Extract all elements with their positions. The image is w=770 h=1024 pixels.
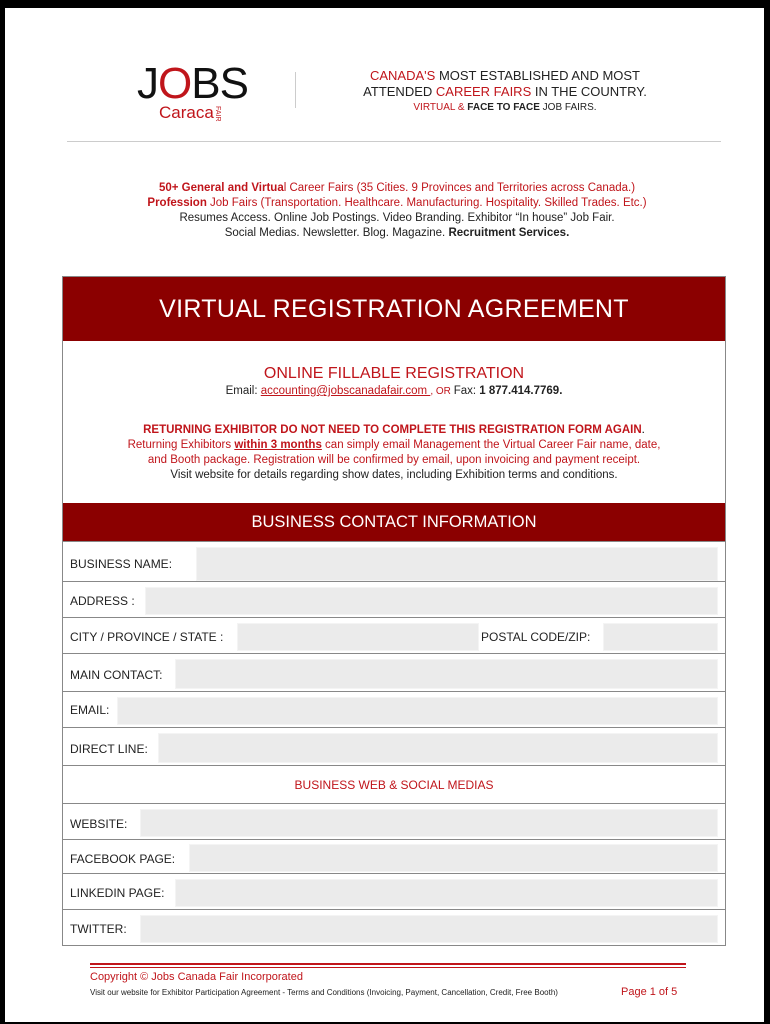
footer-terms-note: Visit our website for Exhibitor Participation Agreement - Terms and Conditions (Invoicing, Payment, Cancellation, Credit, Free Booth)	[90, 988, 558, 997]
website-row: WEBSITE:	[63, 803, 725, 840]
email-input[interactable]	[117, 697, 718, 725]
page-title: VIRTUAL REGISTRATION AGREEMENT	[63, 277, 725, 341]
footer-rule	[90, 963, 686, 965]
city-row: CITY / PROVINCE / STATE : POSTAL CODE/ZIP:	[63, 617, 725, 654]
facebook-row: FACEBOOK PAGE:	[63, 839, 725, 874]
web-social-heading: BUSINESS WEB & SOCIAL MEDIAS	[294, 778, 494, 792]
facebook-input[interactable]	[189, 844, 718, 872]
maple-leaf-o: O	[158, 59, 192, 108]
logo-fair: FAIR	[214, 106, 221, 122]
page-number: Page 1 of 5	[621, 986, 678, 998]
header-divider	[295, 72, 296, 108]
logo-wordmark: JOBS	[137, 59, 248, 108]
city-input[interactable]	[237, 623, 479, 651]
twitter-input[interactable]	[140, 915, 718, 943]
header-tagline: CANADA'S MOST ESTABLISHED AND MOST ATTENDED CAREER FAIRS IN THE COUNTRY. VIRTUAL & FACE TO FACE JOB FAIRS.	[363, 68, 647, 113]
main-contact-input[interactable]	[175, 659, 718, 689]
linkedin-input[interactable]	[175, 879, 718, 907]
email-link[interactable]: accounting@jobscanadafair.com	[260, 385, 431, 397]
main-contact-row: MAIN CONTACT:	[63, 653, 725, 692]
business-name-row: BUSINESS NAME:	[63, 541, 725, 582]
twitter-row: TWITTER:	[63, 909, 725, 946]
logo-caraca: Caraca	[159, 103, 214, 122]
contact-line: Email: accounting@jobscanadafair.com , OR Fax: 1 877.414.7769.	[225, 385, 563, 397]
jobs-canada-logo	[137, 60, 297, 140]
copyright: Copyright © Jobs Canada Fair Incorporated	[90, 971, 303, 983]
business-name-input[interactable]	[196, 547, 718, 581]
footer-rule-thin	[90, 967, 686, 968]
web-social-heading-row	[63, 765, 725, 804]
header-rule	[67, 141, 721, 142]
direct-line-input[interactable]	[158, 733, 718, 763]
returning-exhibitor-note: RETURNING EXHIBITOR DO NOT NEED TO COMPLETE THIS REGISTRATION FORM AGAIN. Returning Exhibitors within 3 months can simply email Management the Virtual Career Fair name, date, and Booth package. Registration will be confirmed by email, upon invoicing and payment receipt. Visit website for details regarding show dates, including Exhibition terms and conditions.	[127, 424, 661, 481]
registration-form	[62, 276, 726, 946]
services-intro: 50+ General and Virtual Career Fairs (35 Cities. 9 Provinces and Territories across Canada.) Profession Job Fairs (Transportation. Healthcare. Manufacturing. Hospitality. Skilled Trades. Etc.) Resumes Access. Online Job Postings. Video Branding. Exhibitor “In house” Job Fair. Social Medias. Newsletter. Blog. Magazine. Recruitment Services.	[147, 182, 647, 239]
linkedin-row: LINKEDIN PAGE:	[63, 873, 725, 910]
email-row: EMAIL:	[63, 691, 725, 728]
address-input[interactable]	[145, 587, 718, 615]
address-row: ADDRESS :	[63, 581, 725, 618]
direct-line-row: DIRECT LINE:	[63, 727, 725, 766]
postal-code-input[interactable]	[603, 623, 718, 651]
section-title: BUSINESS CONTACT INFORMATION	[63, 503, 725, 541]
document-page	[5, 8, 764, 1022]
website-input[interactable]	[140, 809, 718, 837]
online-fillable-title: ONLINE FILLABLE REGISTRATION	[263, 365, 525, 382]
